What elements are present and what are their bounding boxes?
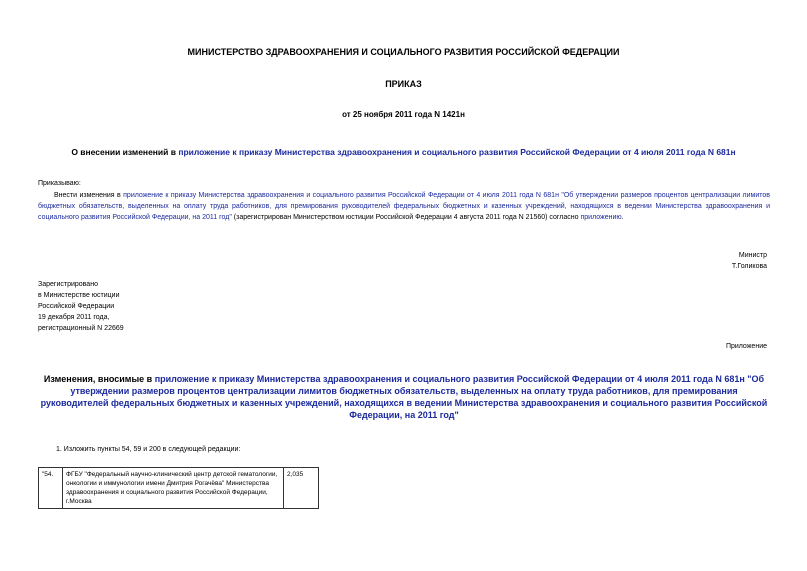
para-mid: (зарегистрирован Министерством юстиции Российской Федерации 4 августа 2011 года N 21560) согласно — [231, 214, 581, 221]
registration-line: Зарегистрировано — [38, 281, 98, 288]
para-end: . — [621, 214, 624, 221]
table-row — [39, 468, 319, 509]
points-table — [38, 467, 319, 509]
para-link-order[interactable]: приложение к приказу Министерства здравоохранения и социального развития Российской Федерации от 4 июля 2011 года N 681н "Об утверждении размеров процентов централизации лимитов бюджетных обязательств, выделенных на оплату труда работников, для премирования руководителей федеральных бюджетных и казенных учреждений, находящихся в ведении Министерства здравоохранения и социального развития Российской Федерации, на 2011 год" — [38, 192, 770, 221]
table-cell-value: 2,035 — [284, 468, 319, 509]
doc-title-prefix: О внесении изменений в — [71, 147, 179, 157]
ministry-header: МИНИСТЕРСТВО ЗДРАВООХРАНЕНИЯ И СОЦИАЛЬНОГО РАЗВИТИЯ РОССИЙСКОЙ ФЕДЕРАЦИИ — [187, 47, 620, 57]
order-word: Приказываю: — [38, 180, 81, 187]
doc-title — [0, 147, 807, 157]
signature-position: Министр — [738, 252, 767, 259]
para-link-appendix[interactable]: приложению — [580, 214, 622, 221]
registration-line: регистрационный N 22669 — [38, 325, 124, 332]
doc-type: ПРИКАЗ — [385, 79, 422, 89]
table-cell-num: "54. — [39, 468, 63, 509]
table-cell-name: ФГБУ "Федеральный научно-клинический центр детской гематологии, онкологии и иммунологии имени Дмитрия Рогачёва" Министерства здравоохранения и социального развития Российской Федерации, г.Москва — [63, 468, 284, 509]
doc-date-number: от 25 ноября 2011 года N 1421н — [342, 110, 465, 119]
appendix-title-prefix: Изменения, вносимые в — [43, 374, 155, 384]
doc-title-link[interactable]: приложение к приказу Министерства здравоохранения и социального развития Российской Федерации от 4 июля 2011 года N 681н — [178, 147, 736, 157]
signature-block — [732, 250, 767, 272]
order-paragraph — [38, 190, 770, 223]
signature-name: Т.Голикова — [731, 263, 767, 270]
registration-line: Российской Федерации — [38, 303, 115, 310]
registration-line: в Министерстве юстиции — [38, 292, 120, 299]
appendix-item-1: 1. Изложить пункты 54, 59 и 200 в следующей редакции: — [56, 446, 241, 453]
para-start: Внести изменения в — [54, 192, 124, 199]
appendix-label: Приложение — [725, 343, 767, 350]
appendix-title-link[interactable]: приложение к приказу Министерства здравоохранения и социального развития Российской Федерации от 4 июля 2011 года N 681н "Об утверждении размеров процентов централизации лимитов бюджетных обязательств, выделенных на оплату труда работников, для премирования руководителей федеральных бюджетных и казенных учреждений, находящихся в ведении Министерства здравоохранения и социального развития Российской Федерации, на 2011 год" — [40, 374, 768, 420]
appendix-title — [38, 373, 770, 421]
registration-line: 19 декабря 2011 года, — [38, 314, 110, 321]
registration-block — [38, 279, 124, 334]
